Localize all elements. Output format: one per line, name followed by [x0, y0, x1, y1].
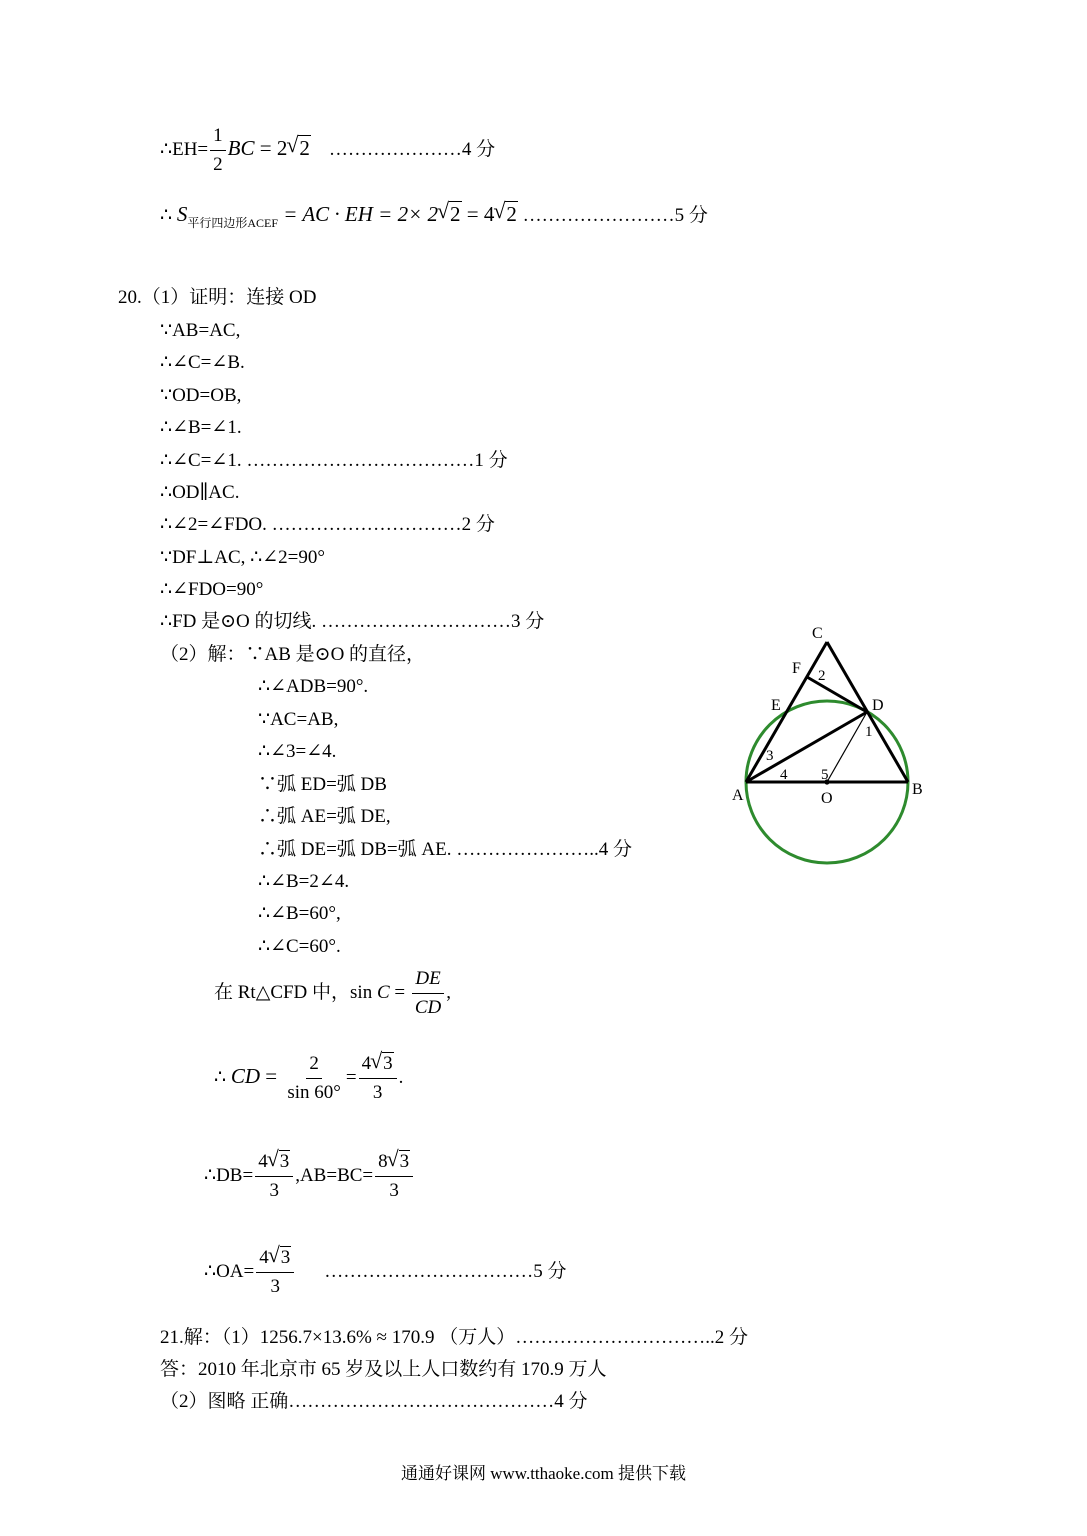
label-o: O — [821, 790, 833, 807]
c-var: C — [376, 981, 390, 1003]
score-dots: …………………4 分 — [328, 138, 496, 160]
eq-text: = — [260, 1063, 283, 1088]
de-cd-fraction — [412, 967, 444, 1020]
cd-prefix: ∴ — [214, 1066, 231, 1088]
cd-line — [214, 1052, 403, 1105]
db-prefix: ∴DB= — [204, 1164, 254, 1186]
frac-den: 3 — [269, 1180, 279, 1201]
ab-bc-text: ,AB=BC= — [295, 1164, 374, 1186]
score-dots: ……………………………5 分 — [324, 1260, 567, 1282]
proof-line: ∵OD=OB, — [160, 385, 242, 406]
frac-num: 1 — [210, 124, 226, 151]
suffix: , — [446, 981, 452, 1003]
bc-var: BC — [227, 135, 255, 160]
proof-line: ∴OD∥AC. — [160, 482, 240, 503]
label-f: F — [792, 660, 801, 677]
sqrt — [287, 137, 311, 159]
solution-line: ∴∠3=∠4. — [258, 741, 337, 762]
score-dots: ……………………5 分 — [517, 205, 708, 226]
label-1: 1 — [865, 724, 873, 740]
half-fraction — [210, 124, 226, 177]
sqrt-content: 3 — [280, 1247, 291, 1268]
eh-prefix: ∴EH= — [160, 138, 209, 160]
sqrt-content: 3 — [399, 1151, 410, 1172]
frac-num: 2 — [306, 1052, 322, 1079]
proof-line: ∴∠C=∠B. — [160, 352, 245, 373]
sqrt — [268, 1150, 291, 1174]
proof-line: ∴∠2=∠FDO. …………………………2 分 — [160, 514, 495, 535]
proof-line: ∴∠FDO=90° — [160, 579, 264, 600]
suffix: . — [398, 1066, 404, 1088]
q21-line3: （2）图略 正确……………………………………4 分 — [160, 1391, 588, 1412]
solution-line: ∵AC=AB, — [258, 709, 339, 730]
eq-text: = 2 — [254, 135, 288, 160]
label-2: 2 — [818, 668, 826, 684]
q20-header: 20.（1）证明：连接 OD — [118, 287, 317, 308]
sin-prefix: 在 Rt△CFD 中，sin — [214, 981, 377, 1003]
frac-den: 3 — [372, 1082, 383, 1103]
solution-line: ∴∠ADB=90°. — [258, 676, 369, 697]
frac-num: DE — [412, 967, 443, 994]
solution-line: ∴∠B=2∠4. — [258, 871, 350, 892]
frac-den: 2 — [213, 154, 223, 175]
proof-line: ∴FD 是⊙O 的切线. …………………………3 分 — [160, 611, 545, 632]
q19-eh-line — [160, 124, 495, 177]
coef: 4 — [259, 1247, 269, 1268]
sin60-fraction — [284, 1052, 344, 1105]
oa-prefix: ∴OA= — [204, 1260, 255, 1282]
frac-den: sin 60° — [287, 1082, 341, 1103]
eq-text: = — [345, 1066, 357, 1088]
sqrt — [438, 203, 462, 225]
q21-line2: 答：2010 年北京市 65 岁及以上人口数约有 170.9 万人 — [160, 1359, 607, 1380]
sqrt-content: 2 — [450, 202, 461, 226]
label-a: A — [732, 787, 744, 804]
solution-line: ∵弧 ED=弧 DB — [258, 774, 387, 795]
sqrt-content: 2 — [506, 202, 517, 226]
sqrt — [269, 1246, 292, 1270]
solution-line: ∴弧 DE=弧 DB=弧 AE. …………………..4 分 — [258, 839, 632, 860]
geometry-figure — [725, 618, 955, 878]
proof-line: ∵DF⊥AC, ∴∠2=90° — [160, 547, 325, 568]
area-expr1: = AC · EH = 2× 2 — [278, 202, 438, 226]
q21-line1: 21.解：（1）1256.7×13.6% ≈ 170.9 （万人）…………………………..2 分 — [160, 1327, 748, 1348]
sqrt — [371, 1052, 394, 1076]
proof-line: ∵AB=AC, — [160, 320, 241, 341]
coef: 8 — [378, 1151, 388, 1172]
segment-ac — [746, 642, 827, 782]
area-expr2: = 4 — [461, 202, 495, 226]
sin-c-line — [214, 967, 451, 1020]
coef: 4 — [361, 1053, 372, 1074]
eq-text: = — [389, 981, 410, 1003]
label-5: 5 — [821, 767, 829, 783]
solution-line: ∴∠C=60°. — [258, 936, 341, 957]
solution-line: ∴∠B=60°, — [258, 903, 341, 924]
frac-den: 3 — [270, 1276, 280, 1297]
oa-line — [204, 1246, 567, 1299]
proof-line: ∴∠B=∠1. — [160, 417, 242, 438]
frac-den: CD — [414, 997, 442, 1018]
sqrt-content: 3 — [279, 1151, 290, 1172]
db-fraction — [255, 1150, 293, 1203]
proof-line: ∴∠C=∠1. ………………………………1 分 — [160, 450, 508, 471]
db-line — [204, 1150, 415, 1203]
coef: 4 — [258, 1151, 268, 1172]
oa-fraction — [256, 1246, 294, 1299]
area-prefix: ∴ — [160, 205, 177, 226]
cd-var: CD — [230, 1063, 261, 1088]
sqrt — [494, 203, 518, 225]
sqrt — [388, 1150, 411, 1174]
part2-header: （2）解：∵AB 是⊙O 的直径， — [160, 644, 426, 665]
sqrt-content: 3 — [383, 1053, 393, 1074]
segment-ad — [746, 712, 867, 782]
label-c: C — [812, 625, 823, 642]
label-4: 4 — [780, 767, 788, 783]
label-e: E — [771, 697, 781, 714]
label-3: 3 — [766, 748, 774, 764]
root3-fraction — [359, 1052, 397, 1105]
label-d: D — [872, 697, 884, 714]
label-b: B — [912, 781, 923, 798]
solution-line: ∴弧 AE=弧 DE, — [258, 806, 391, 827]
sqrt-content: 2 — [299, 135, 310, 160]
footer: 通通好课网 www.tthaoke.com 提供下载 — [400, 1464, 687, 1483]
ab-fraction — [375, 1150, 413, 1203]
s-subscript: 平行四边形ACEF — [187, 216, 279, 230]
s-var: S — [176, 202, 188, 226]
frac-den: 3 — [389, 1180, 399, 1201]
q19-area-line — [160, 203, 708, 234]
